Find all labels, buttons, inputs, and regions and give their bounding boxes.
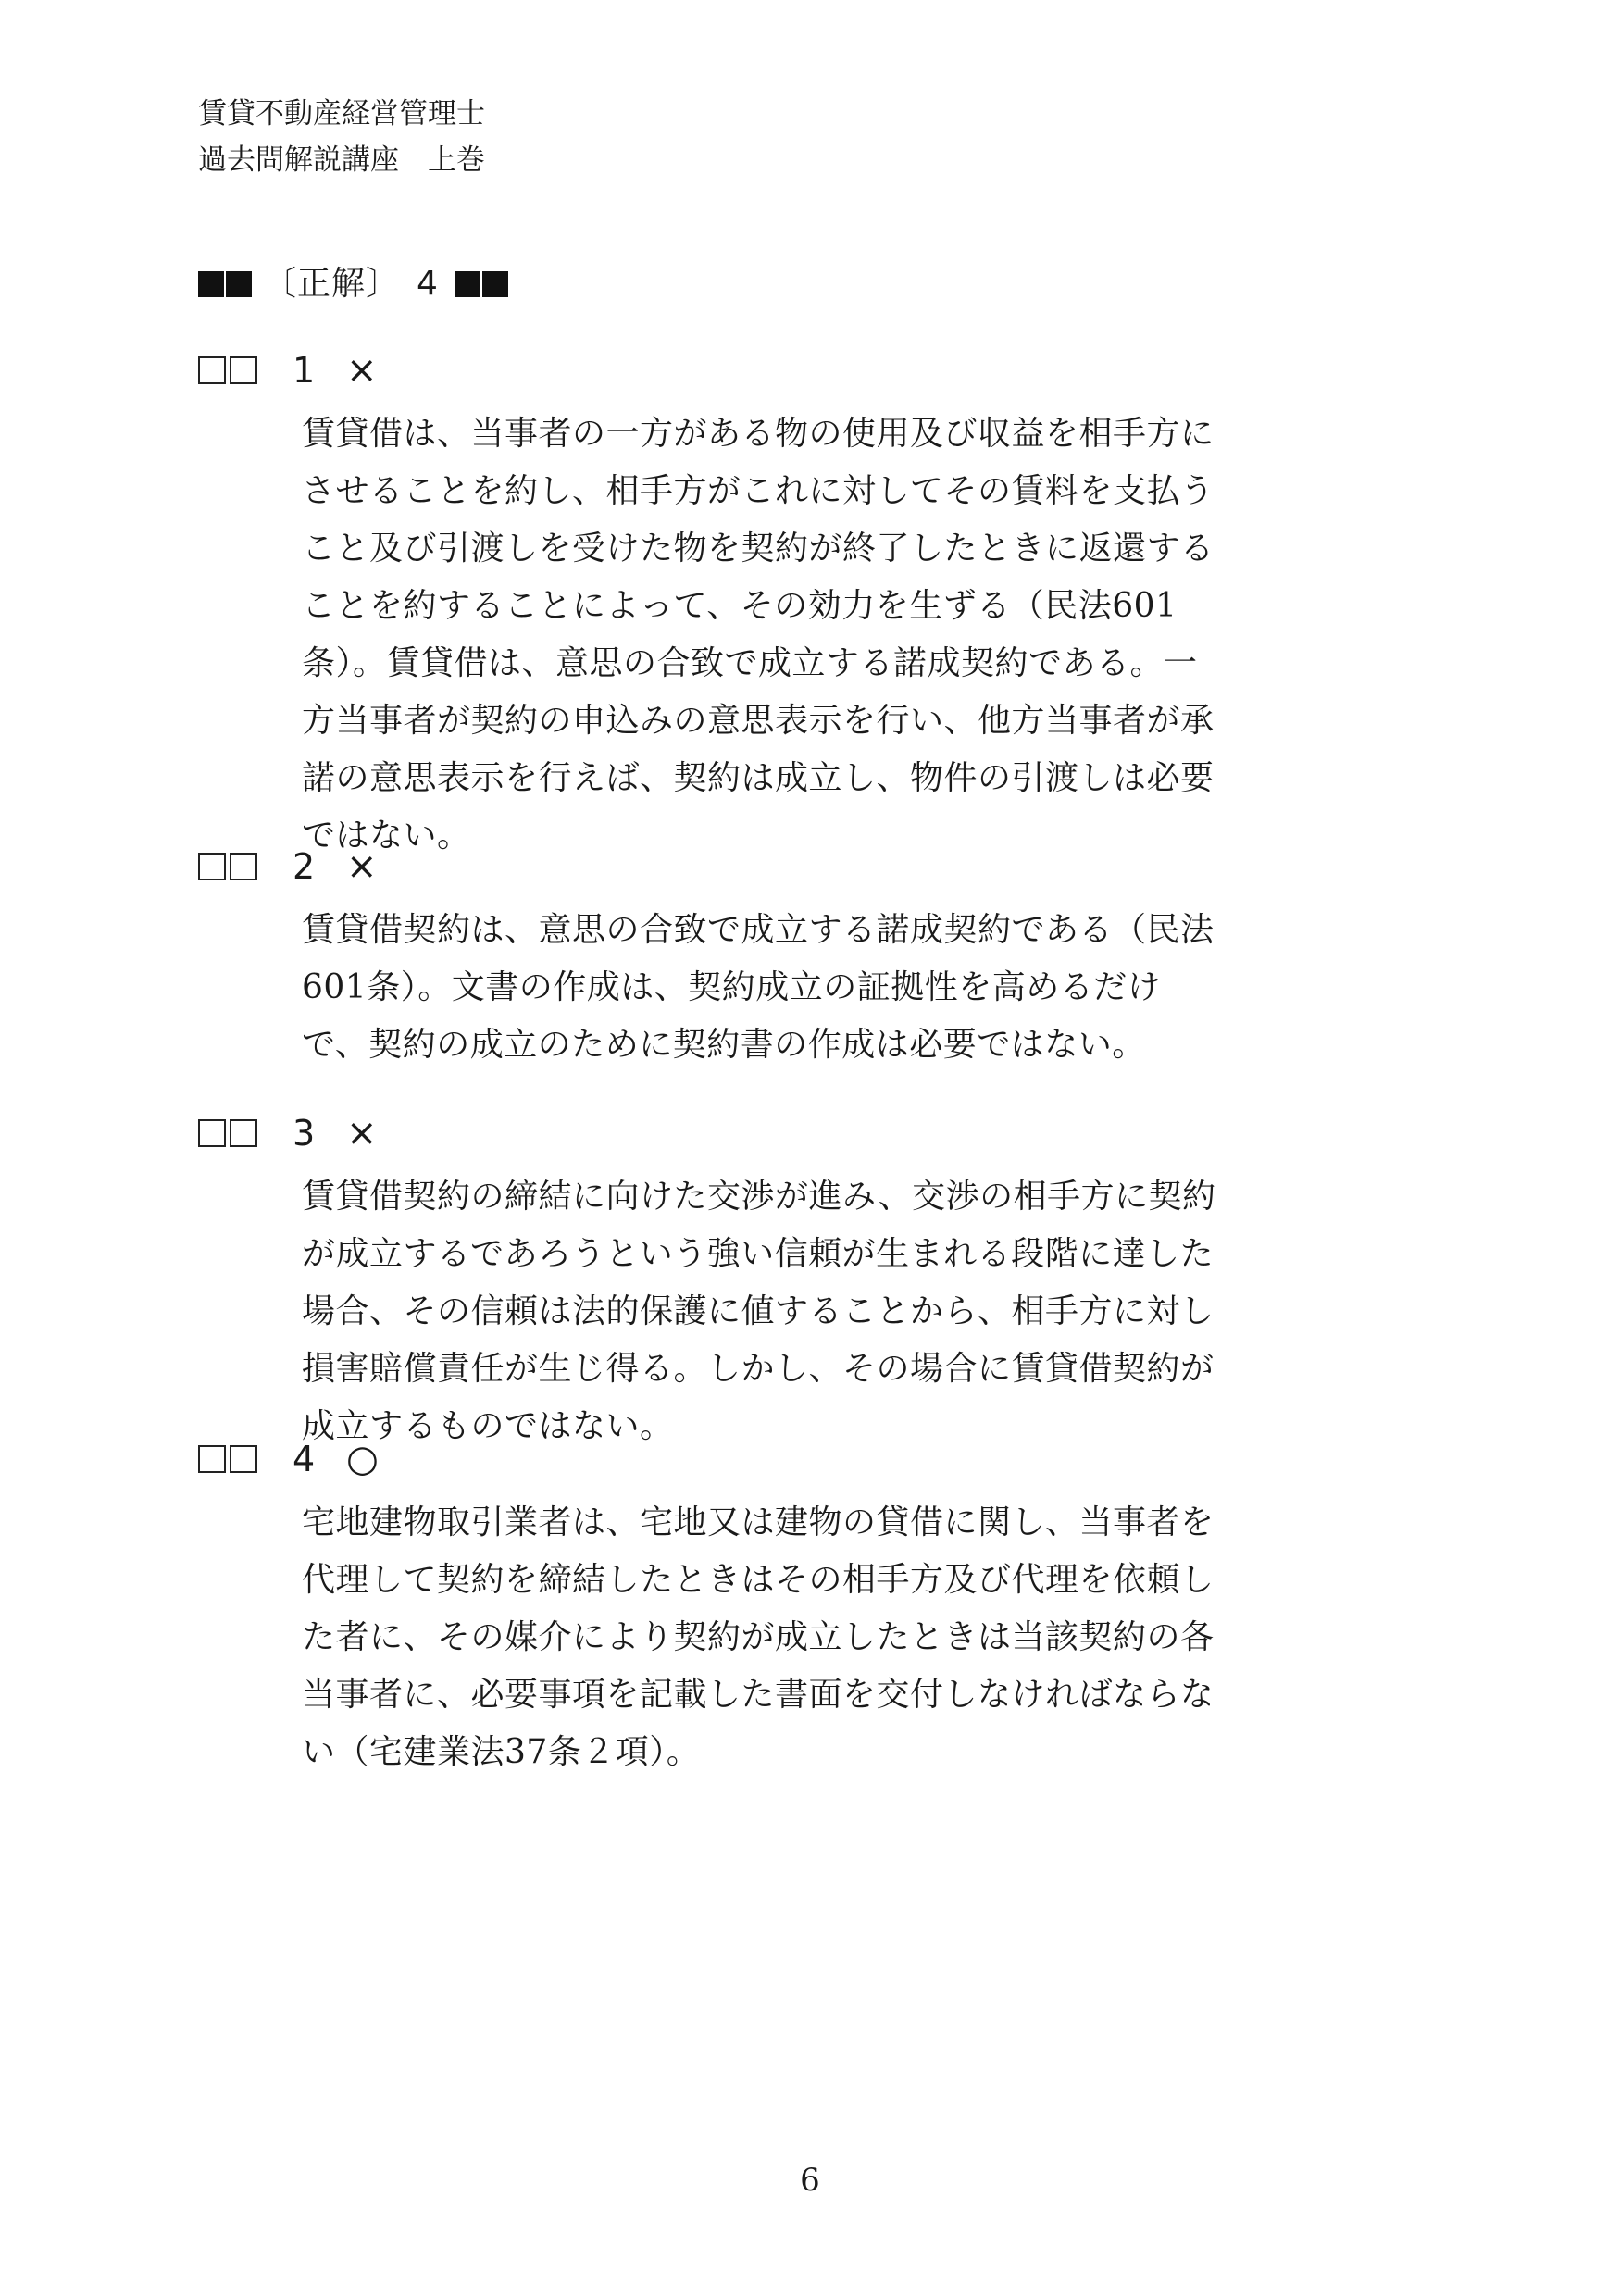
item-number: 2 <box>293 846 316 887</box>
checkbox-icon[interactable] <box>198 853 226 880</box>
item-explanation <box>302 1168 1227 1455</box>
incorrect-mark: × <box>346 349 378 392</box>
checkbox-icon[interactable] <box>230 1445 257 1473</box>
checkbox-icon[interactable] <box>230 853 257 880</box>
checkbox-icon[interactable] <box>230 1119 257 1147</box>
explanation-item-1 <box>198 344 1227 865</box>
explanation-text: 賃貸借契約の締結に向けた交渉が進み、交渉の相手方に契約が成立するであろうという強い信頼が生まれる段階に達した場合、その信頼は法的保護に値することから、相手方に対し損害賠償責任が生じ得る。しかし、その場合に賃貸借契約が成立するものではない。 <box>302 1178 1216 1445</box>
item-number: 1 <box>293 350 316 391</box>
item-heading <box>198 841 1227 892</box>
item-heading <box>198 1107 1227 1159</box>
item-heading <box>198 344 1227 396</box>
filled-square-icon <box>226 271 252 297</box>
header-title: 賃貸不動産経営管理士 <box>198 97 485 131</box>
explanation-item-4 <box>198 1433 1227 1781</box>
correct-mark: ○ <box>346 1438 379 1480</box>
item-heading <box>198 1433 1227 1485</box>
item-number: 3 <box>293 1113 316 1154</box>
answer-heading <box>198 261 510 307</box>
document-header <box>198 91 485 183</box>
incorrect-mark: × <box>346 1112 378 1154</box>
review-checkboxes <box>198 853 261 880</box>
checkbox-icon[interactable] <box>198 1119 226 1147</box>
review-checkboxes <box>198 1119 261 1147</box>
item-explanation <box>302 902 1227 1074</box>
item-number: 4 <box>293 1439 316 1479</box>
answer-label: 〔正解〕 <box>263 265 401 303</box>
answer-marker-right <box>455 271 510 297</box>
review-checkboxes <box>198 1445 261 1473</box>
page-number: 6 <box>800 2162 820 2199</box>
incorrect-mark: × <box>346 845 378 888</box>
filled-square-icon <box>198 271 224 297</box>
answer-marker-left <box>198 271 254 297</box>
filled-square-icon <box>482 271 508 297</box>
filled-square-icon <box>455 271 480 297</box>
checkbox-icon[interactable] <box>230 356 257 384</box>
checkbox-icon[interactable] <box>198 1445 226 1473</box>
header-subtitle: 過去問解説講座 上巻 <box>198 144 485 177</box>
explanation-item-2 <box>198 841 1227 1074</box>
explanation-text: 宅地建物取引業者は、宅地又は建物の貸借に関し、当事者を代理して契約を締結したときはその相手方及び代理を依頼した者に、その媒介により契約が成立したときは当該契約の各当事者に、必要事項を記載した書面を交付しなければならない（宅建業法37条２項）。 <box>302 1504 1215 1771</box>
explanation-text: 賃貸借は、当事者の一方がある物の使用及び収益を相手方にさせることを約し、相手方がこれに対してその賃料を支払うこと及び引渡しを受けた物を契約が終了したときに返還することを約することによって、その効力を生ずる（民法601条）。賃貸借は、意思の合致で成立する諾成契約である。一方当事者が契約の申込みの意思表示を行い、他方当事者が承諾の意思表示を行えば、契約は成立し、物件の引渡しは必要ではない。 <box>302 415 1215 855</box>
checkbox-icon[interactable] <box>198 356 226 384</box>
explanation-item-3 <box>198 1107 1227 1455</box>
explanation-text: 賃貸借契約は、意思の合致で成立する諾成契約である（民法601条）。文書の作成は、契約成立の証拠性を高めるだけで、契約の成立のために契約書の作成は必要ではない。 <box>302 911 1215 1064</box>
answer-number: 4 <box>417 265 438 303</box>
item-explanation <box>302 1494 1227 1781</box>
review-checkboxes <box>198 356 261 384</box>
item-explanation <box>302 406 1227 865</box>
